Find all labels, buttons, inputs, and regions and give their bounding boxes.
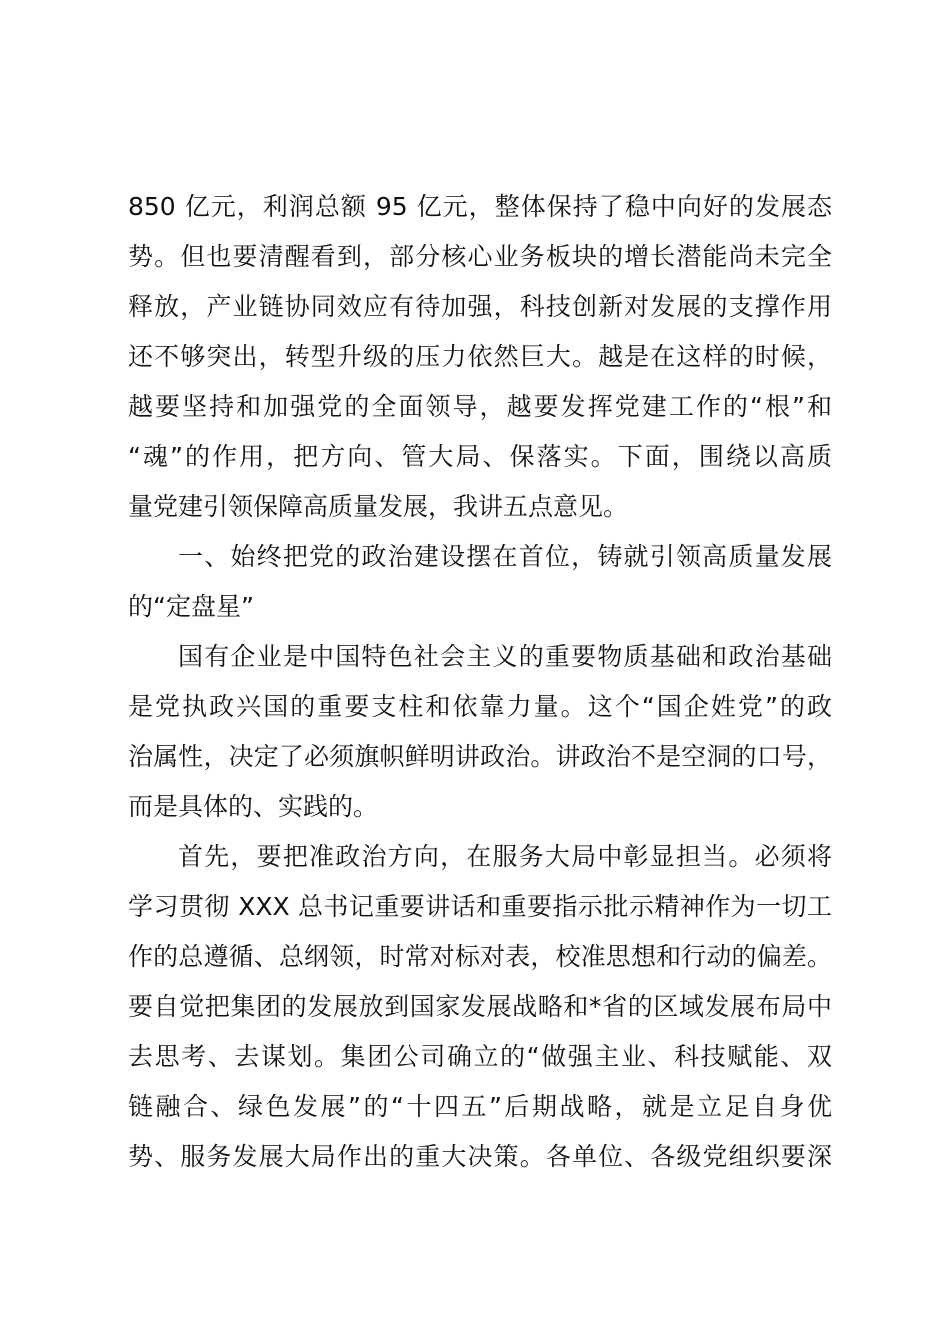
body-text-line: 而是具体的、实践的。	[128, 792, 379, 821]
body-text-line: “魂”的作用，把方向、管大局、保落实。下面，围绕以高质	[128, 442, 832, 471]
body-text-line: 势、服务发展大局作出的重大决策。各单位、各级党组织要深	[128, 1142, 832, 1171]
section-heading-line: 一、始终把党的政治建设摆在首位，铸就引领高质量发展	[178, 542, 832, 571]
section-heading-line: 的“定盘星”	[128, 592, 254, 621]
body-text-line: 学习贯彻 XXX 总书记重要讲话和重要指示批示精神作为一切工	[128, 892, 832, 921]
body-text-line: 越要坚持和加强党的全面领导，越要发挥党建工作的“根”和	[128, 392, 832, 421]
body-text-line: 国有企业是中国特色社会主义的重要物质基础和政治基础	[178, 642, 832, 671]
body-text-line: 量党建引领保障高质量发展，我讲五点意见。	[128, 492, 629, 521]
body-text-line: 首先，要把准政治方向，在服务大局中彰显担当。必须将	[178, 842, 832, 871]
document-page	[128, 182, 832, 1182]
body-text-line: 要自觉把集团的发展放到国家发展战略和*省的区域发展布局中	[128, 992, 832, 1021]
body-text-line: 去思考、去谋划。集团公司确立的“做强主业、科技赋能、双	[128, 1042, 832, 1071]
body-text-line: 治属性，决定了必须旗帜鲜明讲政治。讲政治不是空洞的口号，	[128, 742, 832, 771]
body-text-line: 势。但也要清醒看到，部分核心业务板块的增长潜能尚未完全	[128, 242, 832, 271]
body-text-line: 是党执政兴国的重要支柱和依靠力量。这个“国企姓党”的政	[128, 692, 832, 721]
body-text-line: 850 亿元，利润总额 95 亿元，整体保持了稳中向好的发展态	[128, 192, 832, 221]
body-text-line: 作的总遵循、总纲领，时常对标对表，校准思想和行动的偏差。	[128, 942, 832, 971]
body-text-line: 释放，产业链协同效应有待加强，科技创新对发展的支撑作用	[128, 292, 832, 321]
body-text-line: 还不够突出，转型升级的压力依然巨大。越是在这样的时候，	[128, 342, 832, 371]
body-text-line: 链融合、绿色发展”的“十四五”后期战略，就是立足自身优	[128, 1092, 832, 1121]
